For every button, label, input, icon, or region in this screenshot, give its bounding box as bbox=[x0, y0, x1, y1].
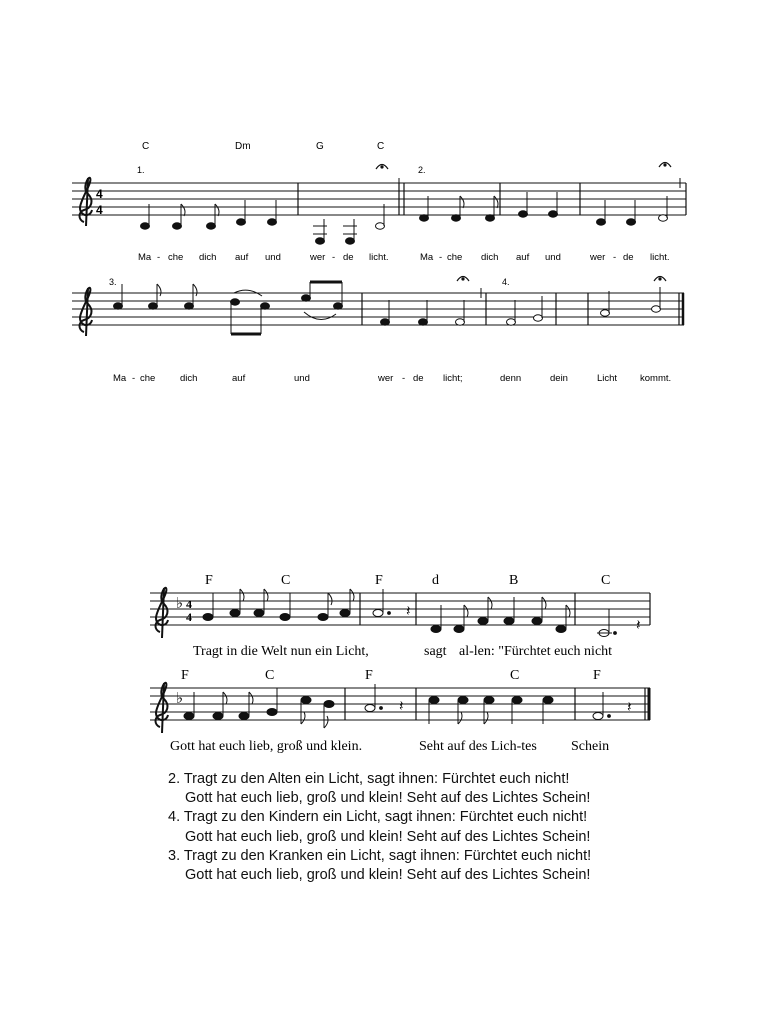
chord-label: F bbox=[593, 668, 601, 683]
verse-line: Gott hat euch lieb, groß und klein! Seht auf des Lichtes Schein! bbox=[185, 828, 591, 845]
lyric-syllable: und bbox=[294, 373, 310, 384]
lyric-syllable: de bbox=[413, 373, 424, 384]
chord-label: F bbox=[365, 668, 373, 683]
treble-clef-icon bbox=[80, 288, 93, 336]
verse-line: Gott hat euch lieb, groß und klein! Seht auf des Lichtes Schein! bbox=[185, 867, 591, 884]
time-signature: 4 bbox=[186, 597, 192, 611]
chord-label: F bbox=[375, 573, 383, 588]
lyric-syllable: und bbox=[545, 252, 561, 263]
lyric-syllable: und bbox=[265, 252, 281, 263]
flat-icon: ♭ bbox=[176, 691, 184, 707]
ending-label: 2. bbox=[418, 165, 426, 175]
lyric-text: sagt bbox=[424, 644, 447, 659]
lyric-syllable: - bbox=[402, 373, 406, 384]
lyrics-row bbox=[138, 252, 670, 263]
lyrics-row bbox=[113, 373, 671, 384]
song1-score bbox=[0, 0, 768, 400]
flat-icon: ♭ bbox=[176, 596, 184, 612]
lyric-syllable: dein bbox=[550, 373, 568, 384]
lyric-syllable: che bbox=[140, 373, 156, 384]
svg-text:𝄽: 𝄽 bbox=[399, 699, 404, 715]
lyric-syllable: de bbox=[623, 252, 634, 263]
song2-score bbox=[0, 560, 768, 770]
lyric-syllable: licht. bbox=[369, 252, 389, 263]
chord-label: Dm bbox=[235, 141, 251, 152]
chord-label: d bbox=[432, 573, 439, 588]
chord-label: C bbox=[281, 573, 291, 588]
chord-label: G bbox=[316, 141, 324, 152]
staff-lines bbox=[72, 293, 684, 325]
chord-label: C bbox=[510, 668, 520, 683]
lyric-syllable: - bbox=[439, 252, 443, 263]
chord-label: B bbox=[509, 573, 519, 588]
verse-line: 4. Tragt zu den Kindern ein Licht, sagt ihnen: Fürchtet euch nicht! bbox=[168, 809, 588, 826]
lyric-syllable: dich bbox=[199, 252, 217, 263]
lyric-text: Tragt in die Welt nun ein Licht, bbox=[193, 644, 369, 659]
notes bbox=[184, 684, 610, 728]
lyric-syllable: che bbox=[168, 252, 184, 263]
lyric-syllable: auf bbox=[232, 373, 246, 384]
chord-label: C bbox=[265, 668, 275, 683]
svg-text:𝄽: 𝄽 bbox=[627, 700, 632, 716]
lyric-syllable: dich bbox=[180, 373, 198, 384]
lyric-syllable: de bbox=[343, 252, 354, 263]
lyric-text: Seht auf des Lich-tes bbox=[419, 739, 537, 754]
lyric-syllable: - bbox=[332, 252, 336, 263]
lyric-syllable: - bbox=[613, 252, 617, 263]
lyric-syllable: wer bbox=[310, 252, 326, 263]
chord-label: C bbox=[142, 141, 150, 152]
staff-lines bbox=[72, 183, 686, 215]
lyric-syllable: wer bbox=[590, 252, 606, 263]
lyric-syllable: che bbox=[447, 252, 463, 263]
lyric-syllable: Ma bbox=[420, 252, 434, 263]
time-signature: 4 bbox=[96, 187, 103, 201]
lyric-text: Schein bbox=[571, 739, 610, 754]
ending-label: 4. bbox=[502, 277, 510, 287]
lyric-syllable: denn bbox=[500, 373, 522, 384]
lyric-syllable: - bbox=[132, 373, 136, 384]
lyric-syllable: Ma bbox=[138, 252, 152, 263]
lyric-text: Gott hat euch lieb, groß und klein. bbox=[170, 739, 363, 754]
chord-label: F bbox=[205, 573, 213, 588]
treble-clef-icon bbox=[156, 683, 169, 733]
verses-block bbox=[168, 770, 688, 885]
treble-clef-icon bbox=[80, 178, 93, 226]
lyric-syllable: licht; bbox=[443, 373, 463, 384]
lyric-syllable: wer bbox=[378, 373, 394, 384]
lyric-syllable: licht. bbox=[650, 252, 670, 263]
chord-label: C bbox=[377, 141, 385, 152]
svg-text:𝄽: 𝄽 bbox=[636, 618, 641, 634]
lyric-syllable: - bbox=[157, 252, 161, 263]
time-signature: 4 bbox=[96, 203, 103, 217]
lyric-syllable: Ma bbox=[113, 373, 127, 384]
treble-clef-icon bbox=[156, 588, 169, 638]
lyric-syllable: kommt. bbox=[640, 373, 672, 384]
lyric-text: al-len: "Fürchtet euch nicht bbox=[459, 644, 613, 659]
notes bbox=[114, 282, 661, 334]
svg-text:𝄽: 𝄽 bbox=[406, 604, 411, 620]
ending-label: 1. bbox=[137, 165, 145, 175]
lyric-syllable: dich bbox=[481, 252, 499, 263]
chord-label: C bbox=[601, 573, 611, 588]
verse-line: 2. Tragt zu den Alten ein Licht, sagt ihnen: Fürchtet euch nicht! bbox=[168, 771, 570, 787]
lyric-syllable: auf bbox=[235, 252, 249, 263]
lyric-syllable: Licht bbox=[597, 373, 618, 384]
chord-label: F bbox=[181, 668, 189, 683]
verse-line: 3. Tragt zu den Kranken ein Licht, sagt ihnen: Fürchtet euch nicht! bbox=[168, 847, 592, 864]
verse-line: Gott hat euch lieb, groß und klein! Seht auf des Lichtes Schein! bbox=[185, 790, 591, 807]
lyric-syllable: auf bbox=[516, 252, 530, 263]
ending-label: 3. bbox=[109, 277, 117, 287]
time-signature: 4 bbox=[186, 610, 192, 624]
